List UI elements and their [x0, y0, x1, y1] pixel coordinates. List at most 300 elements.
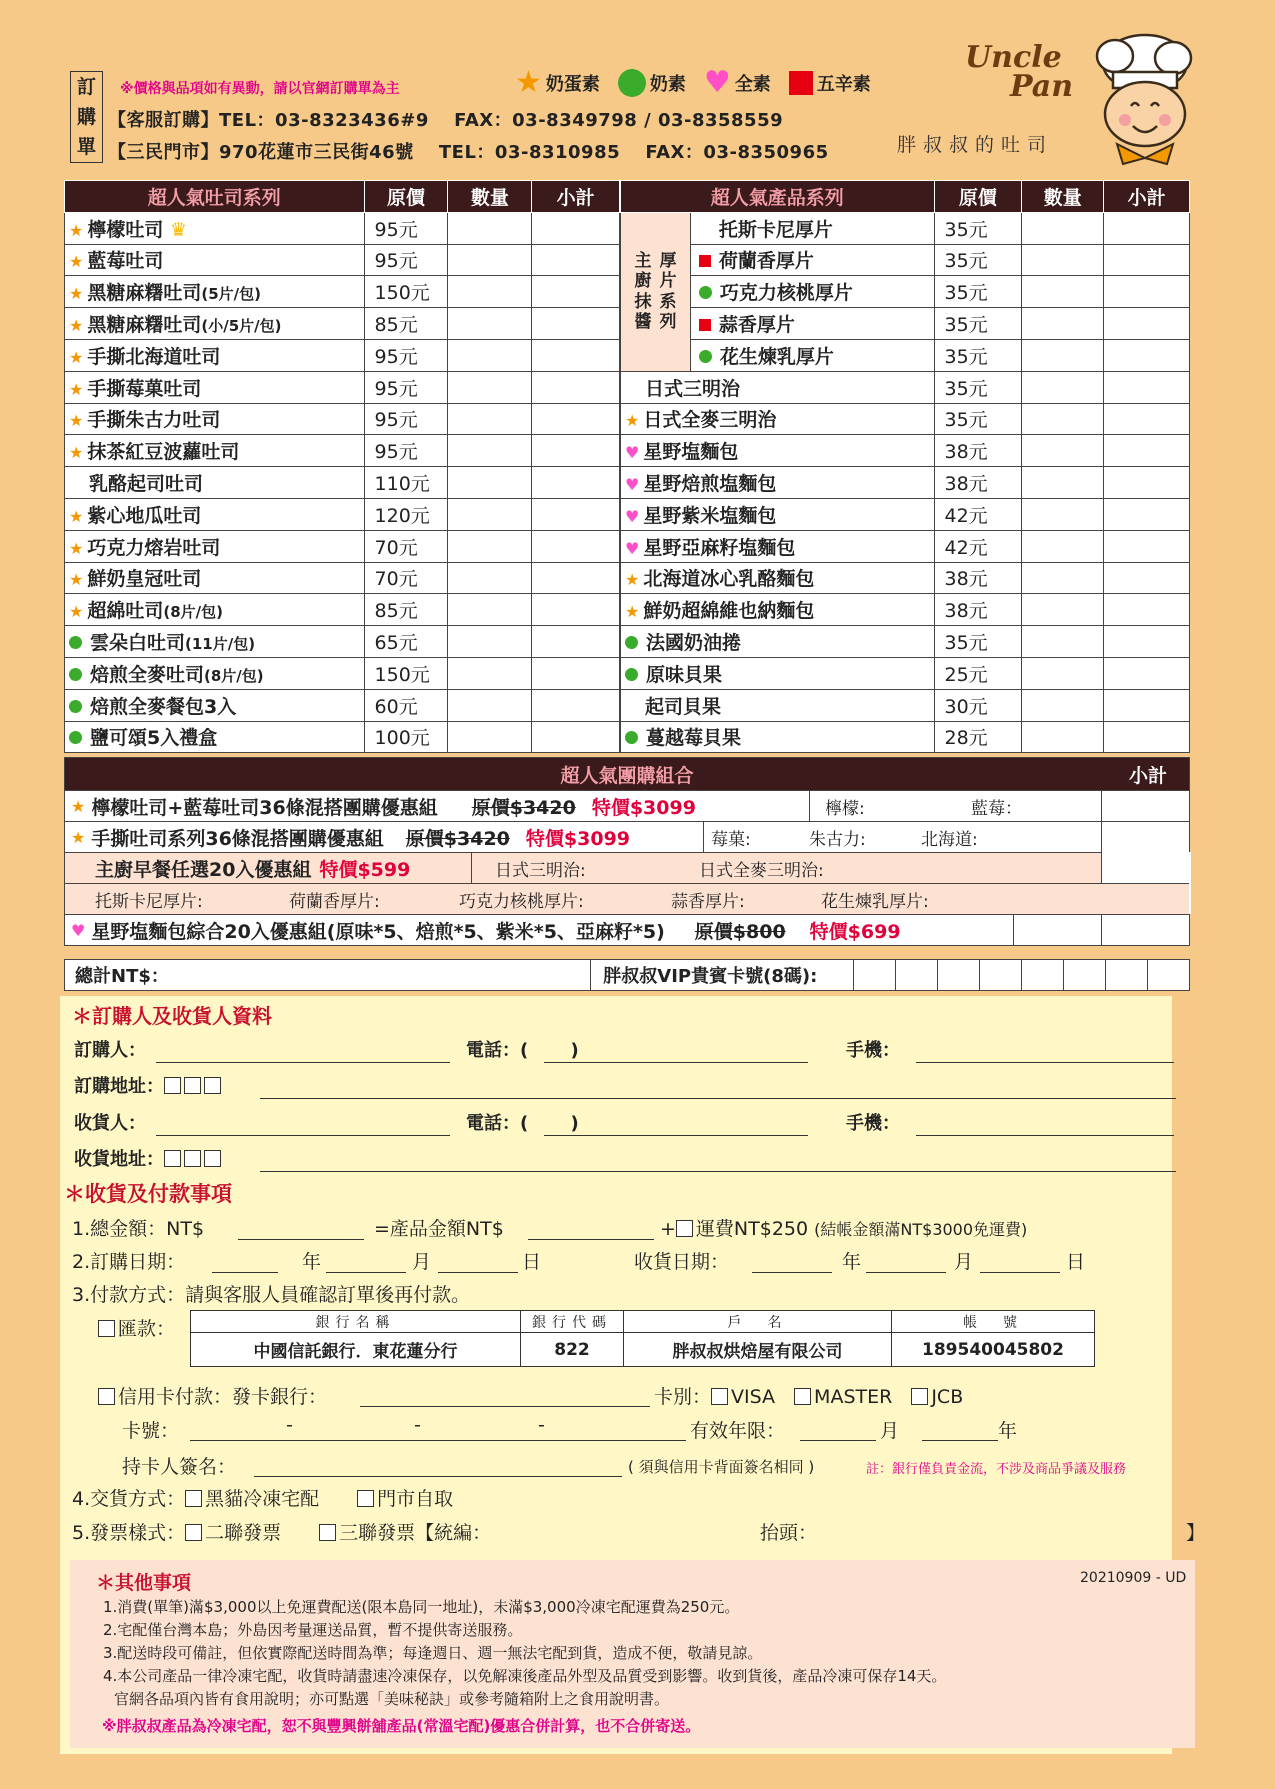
quantity-input[interactable] [448, 626, 532, 658]
product-name [621, 657, 935, 689]
total-label: 總計NT$： [75, 966, 169, 987]
form-version-code: 20210909 - UD [1080, 1570, 1187, 1586]
buyer-label: 訂購人： [74, 1040, 146, 1061]
invoice-3-label: 三聯發票【統編： [339, 1522, 492, 1544]
cardholder-label: 持卡人簽名： [122, 1456, 237, 1478]
bank-code-header: 銀行代碼 [521, 1311, 624, 1333]
legend [515, 65, 871, 100]
col-price: 原價 [934, 181, 1022, 213]
quantity-input[interactable] [448, 435, 532, 467]
heart-icon: ♥ [71, 920, 86, 940]
col-qty: 數量 [1022, 181, 1104, 213]
order-day-input[interactable] [438, 1272, 518, 1273]
store-contact: 【三民門市】970花蓮市三民街46號 TEL：03-8310985 FAX：03-8350965 [108, 142, 829, 163]
quantity-input[interactable] [448, 371, 532, 403]
product-label: 星野塩麵包 [643, 441, 739, 464]
price: 95元 [364, 403, 448, 435]
wheat-sandwich-qty-label: 日式全麥三明治: [699, 860, 824, 881]
product-name [65, 339, 365, 371]
special-price: 特價$3099 [525, 827, 631, 850]
col-subtotal: 小計 [532, 181, 620, 213]
star-icon: ★ [69, 506, 84, 526]
product-name [65, 276, 365, 308]
remit-checkbox[interactable] [98, 1320, 115, 1337]
jcb-checkbox[interactable] [911, 1388, 928, 1405]
table-row [621, 657, 1190, 689]
star-icon: ★ [515, 65, 542, 100]
quantity-input[interactable] [1022, 276, 1104, 308]
star-icon: ★ [69, 220, 84, 240]
vip-number-input[interactable] [853, 960, 1189, 990]
product-label: 藍莓吐司 [87, 250, 164, 273]
product-name [65, 371, 365, 403]
subtotal-cell [1104, 721, 1190, 753]
table-row [621, 435, 1190, 467]
product-label: 起司貝果 [645, 695, 722, 718]
product-name [690, 308, 934, 340]
brand-en-uncle: Uncle [965, 40, 1062, 75]
bank-name-header: 銀行名稱 [191, 1311, 521, 1333]
product-name [621, 467, 935, 499]
product-amount-label: =產品金額NT$ [374, 1218, 504, 1240]
delivery-row [72, 1484, 453, 1511]
issuing-bank-input[interactable] [360, 1406, 650, 1407]
subtotal-cell [532, 562, 620, 594]
price: 35元 [934, 339, 1022, 371]
subtotal-cell [532, 721, 620, 753]
product-name [690, 339, 934, 371]
table-row [65, 371, 620, 403]
legend-five-spice [789, 68, 871, 98]
order-date-label: 2.訂購日期： [72, 1251, 186, 1273]
product-label: 手撕朱古力吐司 [87, 409, 221, 432]
star-icon: ★ [69, 316, 84, 336]
product-name [690, 244, 934, 276]
table-row [65, 403, 620, 435]
quantity-input[interactable] [1022, 467, 1104, 499]
table-row [65, 308, 620, 340]
receive-year-input[interactable] [752, 1272, 832, 1273]
subtotal-cell [1104, 594, 1190, 626]
quantity-input[interactable] [448, 721, 532, 753]
buyer-phone-input[interactable] [544, 1062, 808, 1063]
expiry-month-input[interactable] [800, 1440, 876, 1441]
credit-checkbox[interactable] [98, 1388, 115, 1405]
quantity-input[interactable] [448, 308, 532, 340]
product-label: 超綿吐司 [87, 600, 164, 623]
table-row [65, 435, 620, 467]
subtotal-cell [1104, 530, 1190, 562]
quantity-input[interactable] [448, 562, 532, 594]
product-name [65, 308, 365, 340]
bank-table [190, 1310, 1095, 1367]
product-label: 花生煉乳厚片 [719, 345, 834, 368]
quantity-input[interactable] [448, 594, 532, 626]
product-label: 黑糖麻糬吐司 [87, 314, 202, 337]
legend-vegan [703, 65, 771, 100]
account-name: 胖叔叔烘焙屋有限公司 [624, 1333, 892, 1367]
quantity-input[interactable] [448, 244, 532, 276]
subtotal-cell [532, 435, 620, 467]
quantity-input[interactable] [1022, 689, 1104, 721]
invoice-label: 5.發票樣式： [72, 1522, 186, 1544]
quantity-input[interactable] [1022, 498, 1104, 530]
receiver-phone-label: 電話：( ) [466, 1113, 579, 1134]
table-row [621, 467, 1190, 499]
product-label: 鮮奶皇冠吐司 [87, 568, 202, 591]
year-label: 年 [842, 1251, 862, 1273]
table-row [65, 530, 620, 562]
zip-box[interactable] [184, 1150, 201, 1167]
lemon-qty-label: 檸檬: [825, 798, 865, 819]
quantity-input[interactable] [448, 467, 532, 499]
group-row-1 [65, 790, 1189, 821]
product-label: 荷蘭香厚片 [718, 250, 814, 273]
credit-option [98, 1382, 327, 1409]
table-row [621, 371, 1190, 403]
price: 70元 [364, 562, 448, 594]
quantity-input[interactable] [1022, 626, 1104, 658]
quantity-input[interactable] [1022, 594, 1104, 626]
price: 42元 [934, 498, 1022, 530]
product-label: 北海道冰心乳酪麵包 [643, 568, 815, 591]
dot-icon [625, 636, 638, 649]
star-icon: ★ [69, 411, 84, 431]
star-icon: ★ [69, 379, 84, 399]
total-amount-input[interactable] [238, 1239, 364, 1240]
card-number-label: 卡號： [122, 1420, 180, 1442]
zip-box[interactable] [164, 1077, 181, 1094]
price: 38元 [934, 562, 1022, 594]
toast-table [64, 180, 620, 753]
dot-icon [69, 636, 82, 649]
receiver-mobile-label: 手機： [846, 1113, 900, 1134]
price: 120元 [364, 498, 448, 530]
dash: - [538, 1414, 545, 1436]
month-label: 月 [954, 1251, 974, 1273]
table-row [621, 530, 1190, 562]
group-row-2 [65, 821, 1189, 852]
product-label: 托斯卡尼厚片 [718, 218, 833, 241]
product-label: 黑糖麻糬吐司 [87, 282, 202, 305]
subtotal-cell [532, 530, 620, 562]
receiver-mobile-input[interactable] [916, 1135, 1174, 1136]
product-name [65, 530, 365, 562]
product-label: 原味貝果 [646, 663, 723, 686]
subtotal-cell [1104, 276, 1190, 308]
buyer-address-input[interactable] [260, 1098, 1176, 1099]
table-row [621, 276, 1190, 308]
note-line-1: 1.消費(單筆)滿$3,000以上免運費配送(限本島同一地址)，未滿$3,000冷凍宅配運費為250元。 [103, 1598, 740, 1616]
product-label: 星野亞麻籽塩麵包 [643, 536, 796, 559]
group-name: 星野塩麵包綜合20入優惠組(原味*5、焙煎*5、紫米*5、亞麻籽*5) [91, 920, 665, 943]
quantity-input[interactable] [448, 339, 532, 371]
pack-size: (小/5片/包) [201, 317, 282, 336]
quantity-input[interactable] [1022, 530, 1104, 562]
receive-month-input[interactable] [866, 1272, 946, 1273]
subtotal-cell [532, 657, 620, 689]
dot-icon [69, 700, 82, 713]
table-row [621, 339, 1190, 371]
category-char: 醬 [634, 312, 652, 333]
quantity-input[interactable] [448, 689, 532, 721]
star-icon: ★ [625, 411, 640, 431]
product-name [621, 403, 935, 435]
dot-icon [618, 69, 646, 97]
heart-icon: ♥ [703, 65, 731, 100]
closing-bracket: 】 [1186, 1522, 1206, 1544]
card-number-input[interactable] [190, 1440, 686, 1441]
price: 38元 [934, 467, 1022, 499]
shipping-note: (結帳金額滿NT$3000免運費) [814, 1220, 1028, 1239]
order-char-3: 單 [76, 135, 96, 158]
star-icon: ★ [69, 570, 84, 590]
category-char: 列 [659, 312, 677, 333]
price: 95元 [364, 212, 448, 244]
product-name [621, 530, 935, 562]
quantity-input[interactable] [1022, 308, 1104, 340]
subtotal-cell [1104, 467, 1190, 499]
special-price: 特價$599 [319, 858, 411, 881]
subtotal-cell [1104, 244, 1190, 276]
chef-mascot-icon [1085, 28, 1205, 178]
dash: - [414, 1414, 421, 1436]
product-label: 雲朵白吐司 [90, 632, 186, 655]
legend-label: 全素 [734, 74, 771, 95]
star-icon: ★ [69, 252, 84, 272]
year-label: 年 [998, 1420, 1018, 1442]
buyer-input[interactable] [156, 1062, 450, 1063]
quantity-input[interactable] [448, 276, 532, 308]
order-year-input[interactable] [212, 1272, 278, 1273]
vip-label: 胖叔叔VIP貴賓卡號(8碼): [590, 960, 853, 990]
expiry-year-input[interactable] [922, 1440, 998, 1441]
dot-icon [69, 731, 82, 744]
delivery-label: 4.交貨方式： [72, 1488, 186, 1510]
product-label: 星野焙煎塩麵包 [643, 473, 777, 496]
product-label: 巧克力熔岩吐司 [87, 536, 221, 559]
dot-icon [69, 668, 82, 681]
table-row [65, 212, 620, 244]
product-table [620, 180, 1190, 753]
receiver-label: 收貨人： [74, 1113, 146, 1134]
receive-date-label: 收貨日期： [634, 1251, 730, 1273]
order-char-2: 購 [76, 105, 96, 128]
section-payment: ＊收貨及付款事項 [64, 1182, 232, 1206]
table-row [65, 657, 620, 689]
price: 95元 [364, 339, 448, 371]
note-line-5: 官網各品項內皆有食用說明；亦可點選「美味秘訣」或參考隨箱附上之食用說明書。 [114, 1690, 670, 1708]
subtotal-cell [532, 594, 620, 626]
remit-label: 匯款： [118, 1318, 176, 1340]
dot-icon [625, 731, 638, 744]
table-row [621, 562, 1190, 594]
blueberry-qty-label: 藍莓： [971, 798, 1022, 819]
order-month-input[interactable] [326, 1272, 406, 1273]
table-row [65, 626, 620, 658]
shipping-row [660, 1214, 1027, 1241]
note-cold-chain: ※胖叔叔產品為冷凍宅配，恕不與豐興餅舖產品(常溫宅配)優惠合併計算，也不合併寄送。 [102, 1717, 701, 1735]
original-price: 原價$800 [694, 920, 786, 943]
shipping-checkbox[interactable] [676, 1220, 693, 1237]
price: 95元 [364, 244, 448, 276]
quantity-input[interactable] [1022, 435, 1104, 467]
product-name [65, 467, 365, 499]
table-row [65, 594, 620, 626]
legend-milk [618, 68, 686, 98]
bank-name: 中國信託銀行．東花蓮分行 [191, 1333, 521, 1367]
price: 95元 [364, 371, 448, 403]
invoice-2-checkbox[interactable] [185, 1524, 202, 1541]
year-label: 年 [302, 1251, 322, 1273]
product-label: 鹽可頌5入禮盒 [90, 727, 218, 750]
quantity-input[interactable] [448, 657, 532, 689]
group-name: 主廚早餐任選20入優惠組 [95, 858, 312, 881]
table-row [621, 626, 1190, 658]
note-line-2: 2.宅配僅台灣本島；外島因考量運送品質，暫不提供寄送服務。 [103, 1621, 523, 1639]
price: 35元 [934, 371, 1022, 403]
buyer-address-label: 訂購地址： [74, 1076, 164, 1097]
quantity-input[interactable] [1022, 244, 1104, 276]
product-label: 抹茶紅豆波蘿吐司 [87, 441, 240, 464]
zip-box[interactable] [204, 1150, 221, 1167]
price: 95元 [364, 435, 448, 467]
other-notes [70, 1560, 1195, 1748]
product-name [65, 498, 365, 530]
quantity-input[interactable] [448, 498, 532, 530]
quantity-input[interactable] [1022, 371, 1104, 403]
pack-size: (11片/包) [185, 635, 256, 654]
star-icon: ★ [69, 284, 84, 304]
master-checkbox[interactable] [794, 1388, 811, 1405]
table-row [621, 594, 1190, 626]
quantity-input[interactable] [1022, 212, 1104, 244]
subtotal-cell [1104, 689, 1190, 721]
month-label: 月 [880, 1420, 900, 1442]
quantity-input[interactable] [1022, 562, 1104, 594]
subtotal-cell [532, 403, 620, 435]
crown-icon: ♛ [163, 218, 188, 241]
col-qty: 數量 [448, 181, 532, 213]
product-name [65, 721, 365, 753]
subtotal-cell [532, 276, 620, 308]
product-label: 法國奶油捲 [646, 632, 742, 655]
invoice-title-label: 抬頭： [760, 1522, 818, 1544]
square-icon [789, 71, 813, 95]
cardholder-input[interactable] [254, 1476, 622, 1477]
original-price: 原價$3420 [471, 796, 576, 819]
subtotal-cell [532, 467, 620, 499]
subtotal-cell [1104, 403, 1190, 435]
product-name [621, 594, 935, 626]
product-label: 日式全麥三明治 [643, 409, 777, 432]
subtotal-cell [1104, 626, 1190, 658]
product-name [621, 371, 935, 403]
product-name [65, 435, 365, 467]
table-row [65, 467, 620, 499]
bank-code: 822 [521, 1333, 624, 1367]
quantity-input[interactable] [1022, 403, 1104, 435]
total-row [64, 959, 1190, 991]
price: 28元 [934, 721, 1022, 753]
brand-zh: 胖叔叔的吐司 [897, 134, 1054, 156]
table-row [621, 244, 1190, 276]
zip-box[interactable] [164, 1150, 181, 1167]
black-cat-checkbox[interactable] [185, 1490, 202, 1507]
dot-icon [625, 668, 638, 681]
zip-box[interactable] [184, 1077, 201, 1094]
quantity-input[interactable] [448, 403, 532, 435]
star-icon: ★ [69, 602, 84, 622]
product-name [65, 657, 365, 689]
quantity-input[interactable] [448, 530, 532, 562]
product-label: 巧克力核桃厚片 [719, 282, 853, 305]
buyer-address-row [74, 1072, 224, 1098]
subtotal-cell [532, 626, 620, 658]
invoice-2-label: 二聯發票 [205, 1522, 282, 1544]
receiver-address-input[interactable] [260, 1171, 1176, 1172]
product-amount-input[interactable] [528, 1239, 654, 1240]
quantity-input[interactable] [448, 212, 532, 244]
legend-label: 奶素 [649, 74, 686, 95]
price: 35元 [934, 403, 1022, 435]
card-type-row [654, 1382, 963, 1409]
price: 150元 [364, 276, 448, 308]
service-contact: 【客服訂購】TEL：03-8323436#9 FAX：03-8349798 / 03-8358559 [108, 110, 784, 131]
quantity-input[interactable] [1022, 339, 1104, 371]
group-row-4 [65, 883, 1189, 914]
table-row [65, 689, 620, 721]
group-name: 檸檬吐司+藍莓吐司36條混搭團購優惠組 [91, 796, 438, 819]
receiver-phone-input[interactable] [544, 1135, 808, 1136]
zip-box[interactable] [204, 1077, 221, 1094]
price: 38元 [934, 594, 1022, 626]
dash: - [286, 1414, 293, 1436]
subtotal-cell [1104, 308, 1190, 340]
day-label: 日 [522, 1251, 542, 1273]
quantity-input[interactable] [1022, 657, 1104, 689]
quantity-input[interactable] [1022, 721, 1104, 753]
pickup-checkbox[interactable] [357, 1490, 374, 1507]
subtotal-cell [532, 371, 620, 403]
product-name [65, 212, 365, 244]
product-name [690, 276, 934, 308]
heart-icon: ♥ [625, 506, 640, 526]
square-icon [699, 319, 711, 331]
note-line-4: 4.本公司產品一律冷凍宅配，收貨時請盡速冷凍保存，以免解凍後產品外型及品質受到影響。收到貨後，產品冷凍可保存14天。 [103, 1667, 947, 1685]
toscana-qty-label: 托斯卡尼厚片: [95, 891, 203, 912]
day-label: 日 [1066, 1251, 1086, 1273]
subtotal-cell [1104, 435, 1190, 467]
product-label: 蒜香厚片 [718, 314, 795, 337]
visa-checkbox[interactable] [711, 1388, 728, 1405]
category-char: 厚 [659, 251, 677, 271]
legend-label: 五辛素 [816, 74, 871, 95]
section-customer-info: ＊訂購人及收貨人資料 [72, 1004, 272, 1028]
buyer-mobile-input[interactable] [916, 1062, 1174, 1063]
signature-note: ( 須與信用卡背面簽名相同 ) [628, 1458, 815, 1476]
invoice-3-checkbox[interactable] [319, 1524, 336, 1541]
receive-day-input[interactable] [980, 1272, 1060, 1273]
price: 25元 [934, 657, 1022, 689]
product-name [621, 689, 935, 721]
receiver-input[interactable] [156, 1135, 450, 1136]
table-row [65, 339, 620, 371]
table-row [621, 308, 1190, 340]
star-icon: ★ [71, 827, 86, 847]
product-label: 焙煎全麥餐包3入 [90, 695, 237, 718]
subtotal-cell [532, 308, 620, 340]
